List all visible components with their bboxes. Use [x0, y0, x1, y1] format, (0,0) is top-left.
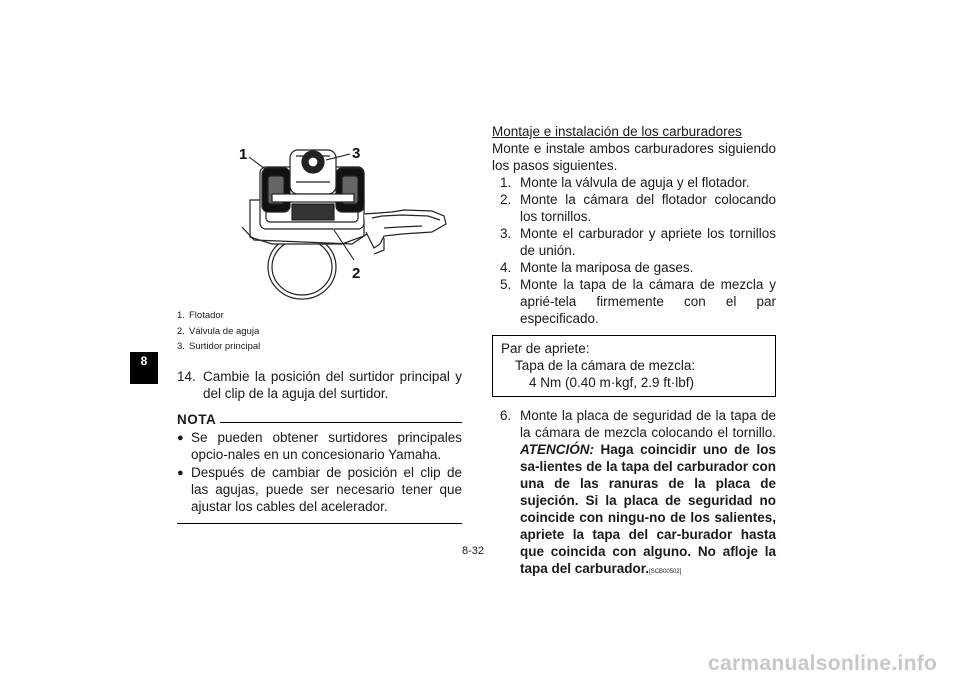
nota-label: NOTA [177, 412, 217, 427]
callout-3: 3 [352, 145, 361, 162]
step-1 [492, 174, 776, 191]
nota-header [177, 411, 462, 428]
caption-text: Surtidor principal [189, 341, 261, 352]
step-14 [177, 368, 462, 402]
torque-title: Par de apriete: [501, 341, 590, 356]
bullet-icon: ● [177, 467, 184, 479]
step-text: Cambie la posición del surtidor principal y del clip de la aguja del surtidor. [203, 369, 462, 401]
step-number: 6. [500, 408, 512, 423]
step-text: Monte el carburador y apriete los tornillos de unión. [520, 226, 776, 258]
watermark: carmanualsonline.info [708, 652, 938, 675]
step-text: Monte la cámara del flotador colocando los tornillos. [520, 192, 776, 224]
step6-text: Monte la placa de seguridad de la tapa de la cámara de mezcla colocando el tornillo. [520, 408, 776, 440]
callout-2: 2 [352, 265, 361, 282]
torque-spec-box [492, 335, 776, 397]
step-text: Monte la mariposa de gases. [520, 260, 694, 275]
step-number: 4. [500, 260, 512, 275]
caption-text: Válvula de aguja [189, 325, 260, 337]
caption-item [177, 339, 260, 355]
step-number: 1. [500, 175, 512, 190]
step-text [520, 407, 776, 581]
nota-box [177, 411, 462, 524]
section-title: Montaje e instalación de los carburadores [492, 124, 742, 139]
caption-number: 3. [177, 341, 185, 352]
step-3 [492, 225, 776, 259]
page-number: 8-32 [462, 545, 485, 557]
callout-1: 1 [239, 146, 248, 163]
step-number: 3. [500, 226, 512, 241]
step-text: Monte la válvula de aguja y el flotador. [520, 175, 750, 190]
nota-bullet-text: Se pueden obtener surtidores principales opcio-nales en un concesionario Yamaha. [191, 430, 462, 462]
caption-number: 1. [177, 310, 185, 321]
caption-item [177, 308, 260, 324]
step-5 [492, 276, 776, 327]
torque-item: Tapa de la cámara de mezcla: [515, 358, 696, 373]
nota-bullet-text: Después de cambiar de posición el clip de las agujas, puede ser necesario tener que ajustar los cables del acelerador. [191, 465, 462, 514]
step-2 [492, 191, 776, 225]
figure-captions [177, 308, 260, 355]
left-column [177, 368, 462, 402]
torque-value: 4 Nm (0.40 m·kgf, 2.9 ft·lbf) [529, 375, 695, 390]
nota-bullet [177, 464, 462, 515]
reference-code: [SCB00502] [649, 569, 682, 575]
caution-text: Haga coincidir uno de los sa-lientes de la tapa del carburador con una de las ranuras de la placa de sujeción. Si la placa de seguridad no coincide con ningu-no de los salientes, apriete la tapa del car-burador hasta que coincida con alguno. No afloje la tapa del carburador. [520, 442, 776, 576]
step-6 [492, 407, 776, 581]
caption-item [177, 324, 260, 340]
intro-text: Monte e instale ambos carburadores siguiendo los pasos siguientes. [492, 141, 776, 173]
step-number: 5. [500, 277, 512, 292]
step-text: Monte la tapa de la cámara de mezcla y aprié-tela firmemente con el par especificado. [520, 277, 776, 326]
nota-rule [220, 422, 462, 423]
chapter-tab: 8 [130, 352, 158, 384]
caution-notice [520, 442, 776, 576]
step-number: 14. [177, 369, 196, 384]
step-4 [492, 259, 776, 276]
caption-number: 2. [177, 325, 185, 337]
caution-tag: ATENCIÓN: [520, 442, 594, 457]
bullet-icon: ● [177, 432, 184, 444]
nota-end-rule [177, 523, 462, 524]
right-column [492, 123, 776, 581]
caption-text: Flotador [189, 310, 224, 321]
step-number: 2. [500, 192, 512, 207]
nota-bullet [177, 429, 462, 463]
carburator-illustration [232, 132, 454, 302]
